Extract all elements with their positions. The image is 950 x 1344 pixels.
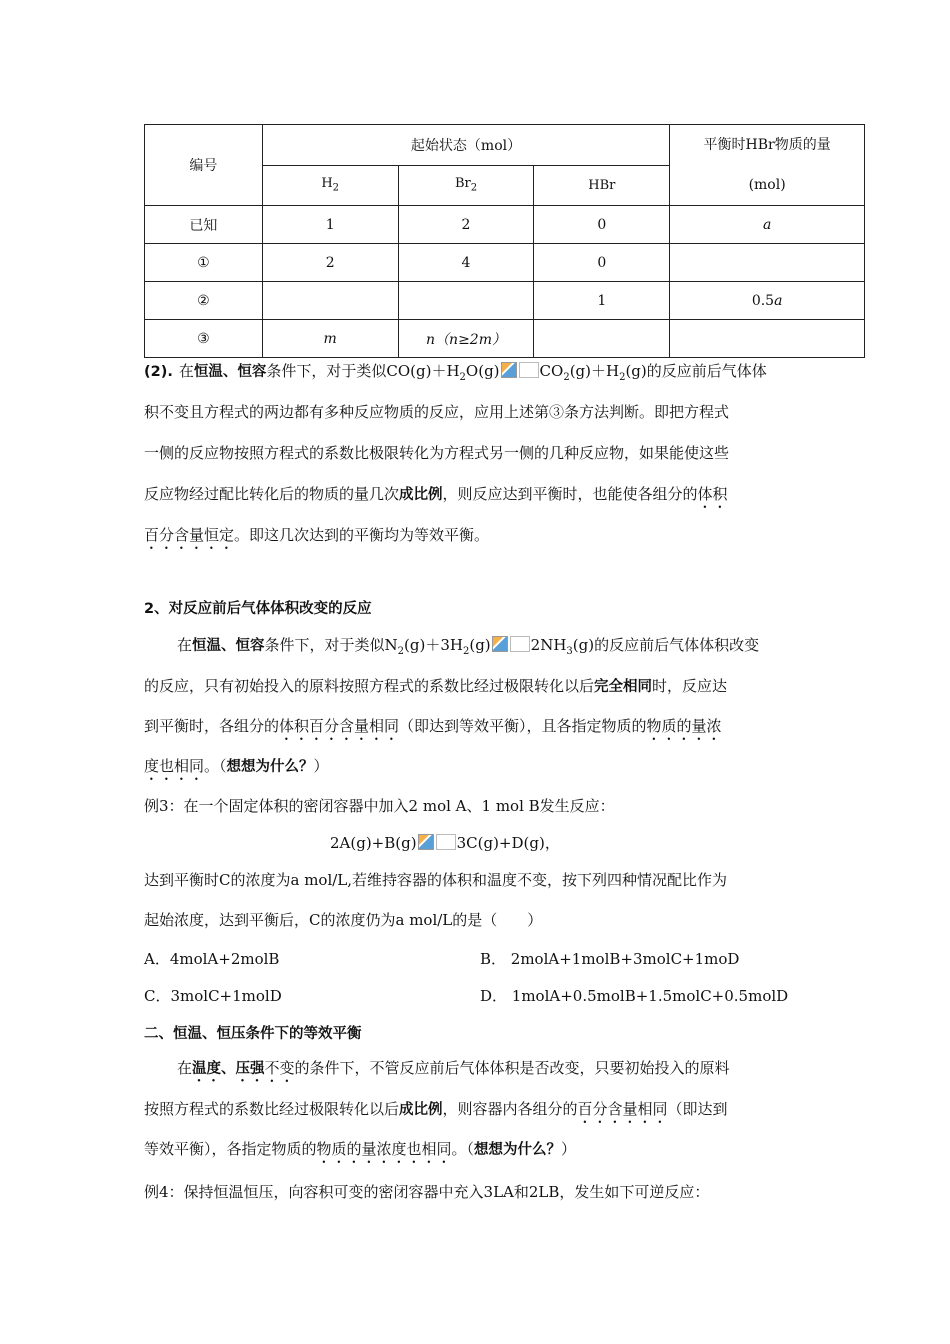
s3-line2: 按照方程式的系数比经过极限转化以后成比例，则容器内各组分的百分含量相同（即达到	[144, 1100, 728, 1118]
p2-line2: 积不变且方程式的两边都有多种反应物质的反应，应用上述第③条方法判断。即把方程式	[144, 403, 730, 421]
p2-line3: 一侧的反应物按照方程式的系数比极限转化为方程式另一侧的几种反应物，如果能使这些	[144, 444, 730, 462]
cell-eq	[670, 320, 865, 358]
section2-title: 2、对反应前后气体体积改变的反应	[144, 601, 372, 617]
header-hbr: HBr	[534, 165, 670, 206]
s2-line1: 在恒温、恒容条件下，对于类似$N_2(g)+3H_2(g)$ $2NH_3(g)$的反应前后气体体积改变	[177, 636, 760, 657]
cell-no: ②	[145, 282, 263, 320]
cell-hbr: 0	[534, 244, 670, 282]
cell-eq	[670, 244, 865, 282]
p2-line5: 百分含量恒定。即这几次达到的平衡均为等效平衡。	[144, 526, 490, 544]
equilibrium-arrow-icon	[501, 362, 539, 378]
header-eq-line2: (mol)	[748, 177, 786, 193]
ex3-option-d: D． 1molA+0.5molB+1.5molC+0.5molD	[480, 987, 789, 1005]
header-h2: $H_2$	[262, 165, 398, 206]
table-row	[145, 206, 865, 244]
cell-h2: 2	[262, 244, 398, 282]
cell-no: ①	[145, 244, 263, 282]
cell-hbr: 0	[534, 206, 670, 244]
cell-no: 已知	[145, 206, 263, 244]
cell-br2: 2	[398, 206, 534, 244]
equilibrium-arrow-icon	[492, 636, 530, 652]
ex3-option-c: C．3molC+1molD	[144, 987, 282, 1005]
header-eq-line1: 平衡时HBr物质的量	[703, 137, 831, 153]
header-equilibrium	[670, 125, 865, 206]
cell-eq: a	[670, 206, 865, 244]
cell-h2: 1	[262, 206, 398, 244]
s2-line3: 到平衡时，各组分的体积百分含量相同（即达到等效平衡），且各指定物质的物质的量浓	[144, 717, 722, 735]
s3-line1: 在温度、压强不变的条件下，不管反应前后气体体积是否改变，只要初始投入的原料	[177, 1059, 730, 1077]
header-start-state: 起始状态（mol）	[262, 125, 669, 166]
cell-br2: n（n≥2m）	[398, 320, 534, 358]
ex3-line3: 达到平衡时C的浓度为a mol/L,若维持容器的体积和温度不变，按下列四种情况配比作为	[144, 871, 728, 889]
table-row	[145, 320, 865, 358]
s2-line2: 的反应，只有初始投入的原料按照方程式的系数比经过极限转化以后完全相同时，反应达	[144, 677, 728, 695]
ex3-equation: 2A(g)+B(g) 3C(g)+D(g)，	[330, 834, 560, 852]
cell-br2: 4	[398, 244, 534, 282]
s3-line3: 等效平衡），各指定物质的物质的量浓度也相同。（想想为什么？）	[144, 1140, 577, 1158]
ex3-line4: 起始浓度，达到平衡后，C的浓度仍为a mol/L的是（ ）	[144, 911, 543, 929]
ex3-option-a: A．4molA+2molB	[144, 950, 280, 968]
p2-line4: 反应物经过配比转化后的物质的量几次成比例，则反应达到平衡时，也能使各组分的体积	[144, 485, 728, 503]
equilibrium-arrow-icon	[418, 834, 456, 850]
equilibrium-table	[144, 124, 865, 358]
cell-h2: m	[262, 320, 398, 358]
cell-br2	[398, 282, 534, 320]
ex4-line1: 例4：保持恒温恒压，向容积可变的密闭容器中充入3LA和2LB，发生如下可逆反应：	[144, 1183, 710, 1201]
header-no: 编号	[145, 125, 263, 206]
cell-eq: 0.5a	[670, 282, 865, 320]
table-row	[145, 244, 865, 282]
section3-title: 二、恒温、恒压条件下的等效平衡	[144, 1026, 362, 1042]
cell-hbr: 1	[534, 282, 670, 320]
cell-h2	[262, 282, 398, 320]
ex3-line1: 例3：在一个固定体积的密闭容器中加入2 mol A、1 mol B发生反应：	[144, 797, 615, 815]
table-row	[145, 282, 865, 320]
ex3-option-b: B． 2molA+1molB+3molC+1moD	[480, 950, 740, 968]
cell-hbr	[534, 320, 670, 358]
s2-line4: 度也相同。（想想为什么？）	[144, 757, 329, 775]
header-br2: $Br_2$	[398, 165, 534, 206]
p2-line1: (2). 在恒温、恒容条件下，对于类似$CO(g)+H_2O(g)$ $CO_2(g)+H_2(g)$的反应前后气体体	[144, 362, 767, 383]
cell-no: ③	[145, 320, 263, 358]
